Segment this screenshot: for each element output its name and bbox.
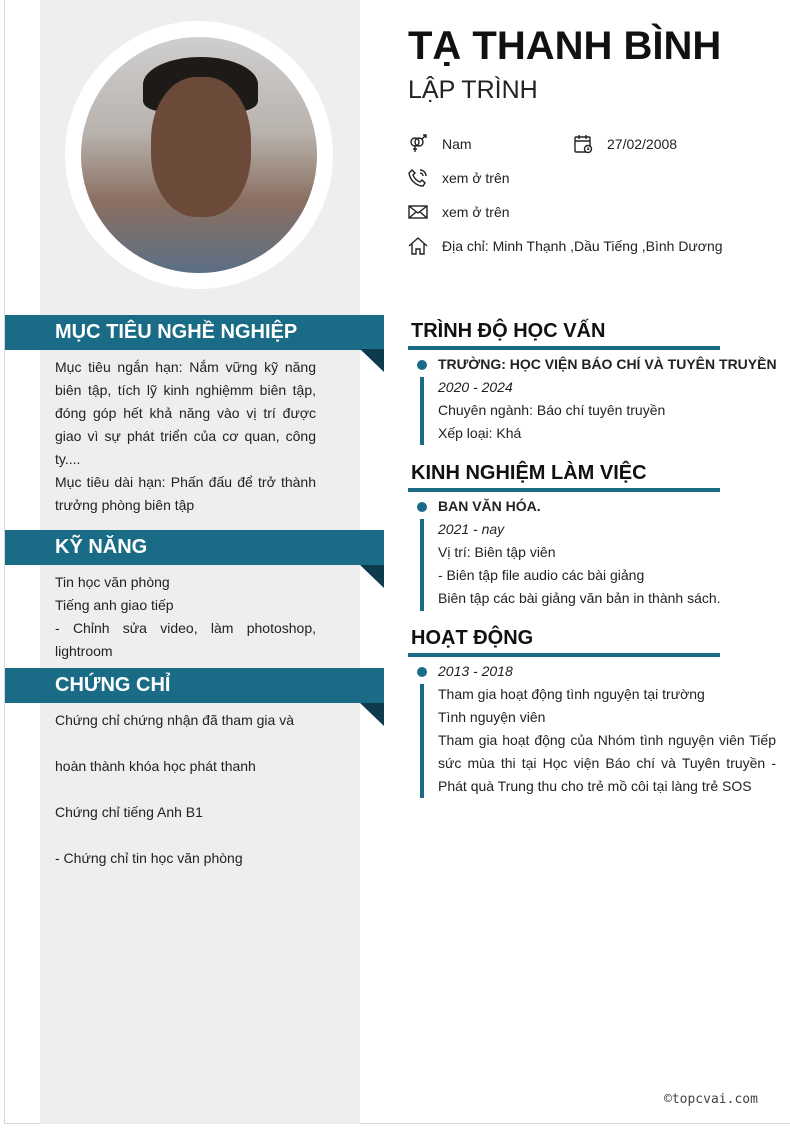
cert-item: Chứng chỉ chứng nhận đã tham gia và (55, 712, 295, 728)
ribbon-fold (360, 349, 384, 372)
address-row (408, 236, 723, 256)
cert-item: hoàn thành khóa học phát thanh (55, 758, 256, 774)
certs-list (55, 709, 316, 893)
skill-item: Tin học văn phòng (55, 574, 170, 590)
education-detail: Chuyên ngành: Báo chí tuyên truyền (438, 402, 666, 418)
full-name: TẠ THANH BÌNH (408, 24, 722, 68)
objective-short: Mục tiêu ngắn hạn: Nắm vững kỹ năng biên tập, tích lỹ kinh nghiệmm biên tập, đóng góp hết khả năng vào vị trí được giao vì sự phát triển của cơ quan, công ty.... (55, 359, 316, 467)
activity-detail: Tham gia hoạt động của Nhóm tình nguyện viên Tiếp sức mùa thi tại Học viện Báo chí và Tuyên truyền - Phát quà Trung thu cho trẻ mồ côi tại làng trẻ SOS (438, 732, 776, 794)
address-value: Địa chỉ: Minh Thạnh ,Dầu Tiếng ,Bình Dương (442, 238, 723, 254)
education-detail: Xếp loại: Khá (438, 425, 522, 441)
ribbon-fold (360, 565, 384, 588)
experience-heading: KINH NGHIỆM LÀM VIỆC (411, 462, 647, 484)
activity-detail: Tình nguyện viên (438, 709, 546, 725)
gender-icon (408, 134, 428, 154)
timeline-line (420, 519, 424, 611)
activities-period: 2013 - 2018 (438, 663, 513, 679)
home-icon (408, 236, 428, 256)
email-row (408, 202, 510, 222)
cert-item: - Chứng chỉ tin học văn phòng (55, 850, 243, 866)
experience-detail: Biên tập các bài giảng văn bản in thành sách. (438, 590, 721, 606)
phone-icon (408, 168, 428, 188)
skill-item: Tiếng anh giao tiếp (55, 597, 174, 613)
job-title: LẬP TRÌNH (408, 76, 538, 104)
timeline-dot (417, 667, 427, 677)
gender-row (408, 134, 472, 154)
experience-detail: Vị trí: Biên tập viên (438, 544, 556, 560)
skill-item: - Chỉnh sửa video, làm photoshop, lightroom (55, 620, 316, 659)
activity-detail: Tham gia hoạt động tình nguyện tại trường (438, 686, 705, 702)
timeline-dot (417, 360, 427, 370)
experience-entry (438, 495, 721, 610)
timeline-line (420, 684, 424, 798)
objective-heading: MỤC TIÊU NGHỀ NGHIỆP (5, 315, 384, 350)
skills-heading: KỸ NĂNG (5, 530, 384, 565)
mail-icon (408, 202, 428, 222)
school-name: TRƯỜNG: HỌC VIỆN BÁO CHÍ VÀ TUYÊN TRUYỀN (438, 356, 777, 372)
gender-value: Nam (442, 136, 472, 152)
experience-detail: - Biên tập file audio các bài giảng (438, 567, 645, 583)
education-heading: TRÌNH ĐỘ HỌC VẤN (411, 320, 606, 342)
birthday-value: 27/02/2008 (607, 136, 678, 152)
timeline-line (420, 377, 424, 445)
activities-heading: HOẠT ĐỘNG (411, 627, 534, 649)
education-period: 2020 - 2024 (438, 379, 513, 395)
birthday-row (573, 134, 677, 154)
section-underline (408, 346, 720, 350)
experience-period: 2021 - nay (438, 521, 505, 537)
skills-list (55, 571, 316, 663)
timeline-dot (417, 502, 427, 512)
calendar-icon (573, 134, 593, 154)
email-value: xem ở trên (442, 204, 510, 220)
phone-value: xem ở trên (442, 170, 510, 186)
cert-item: Chứng chỉ tiếng Anh B1 (55, 804, 203, 820)
organization-name: BAN VĂN HÓA. (438, 498, 541, 514)
section-underline (408, 653, 720, 657)
section-underline (408, 488, 720, 492)
ribbon-fold (360, 703, 384, 726)
watermark: ©topcvai.com (664, 1092, 758, 1107)
education-entry (438, 353, 777, 445)
objective-long: Mục tiêu dài hạn: Phấn đấu để trở thành trưởng phòng biên tập (55, 474, 316, 513)
activities-entry (438, 660, 776, 798)
phone-row (408, 168, 510, 188)
certs-heading: CHỨNG CHỈ (5, 668, 384, 703)
profile-photo (65, 21, 333, 289)
